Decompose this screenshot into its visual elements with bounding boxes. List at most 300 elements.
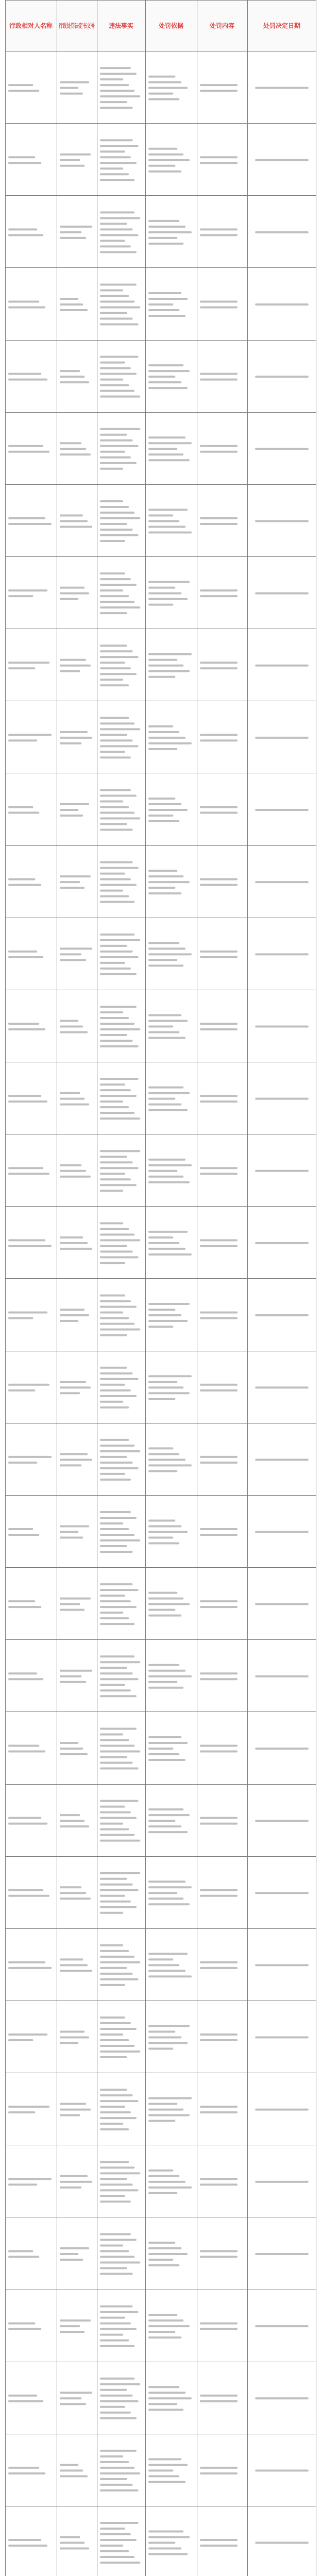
cell-text-placeholder bbox=[100, 1456, 127, 1458]
cell-text-placeholder bbox=[100, 139, 133, 141]
cell-text-placeholder bbox=[100, 1312, 123, 1314]
cell-text-placeholder bbox=[200, 1167, 238, 1169]
cell-text-placeholder bbox=[148, 2403, 177, 2405]
cell-text-placeholder bbox=[100, 1250, 133, 1252]
cell-text-placeholder bbox=[60, 2037, 89, 2039]
cell-text-placeholder bbox=[100, 362, 125, 364]
cell-text-placeholder bbox=[148, 1014, 181, 1016]
cell-text-placeholder bbox=[100, 806, 129, 808]
cell-text-placeholder bbox=[100, 2117, 137, 2119]
cell-text-placeholder bbox=[100, 2183, 133, 2185]
cell-text-placeholder bbox=[100, 1739, 129, 1741]
cell-text-placeholder bbox=[100, 1378, 139, 1380]
cell-text-placeholder bbox=[100, 2455, 123, 2458]
cell-text-placeholder bbox=[100, 956, 139, 958]
cell-text-placeholder bbox=[8, 1750, 45, 1752]
cell-text-placeholder bbox=[148, 1592, 177, 1594]
penalty-table bbox=[5, 0, 316, 2576]
cell-text-placeholder bbox=[100, 307, 140, 309]
cell-text-placeholder bbox=[60, 2325, 80, 2327]
cell-text-placeholder bbox=[8, 517, 45, 519]
cell-text-placeholder bbox=[60, 2397, 81, 2399]
cell-text-placeholder bbox=[100, 439, 133, 442]
cell-text-placeholder bbox=[148, 725, 173, 727]
cell-text-placeholder bbox=[255, 1892, 309, 1894]
cell-text-placeholder bbox=[148, 1104, 181, 1106]
cell-text-placeholder bbox=[60, 1526, 89, 1528]
cell-text-placeholder bbox=[148, 87, 188, 89]
cell-text-placeholder bbox=[8, 2250, 33, 2252]
cell-text-placeholder bbox=[60, 2319, 91, 2321]
cell-text-placeholder bbox=[100, 1040, 133, 1042]
cell-text-placeholder bbox=[60, 1753, 88, 1755]
cell-text-placeholder bbox=[60, 1031, 88, 1033]
cell-text-placeholder bbox=[100, 390, 134, 392]
cell-text-placeholder bbox=[148, 459, 190, 461]
cell-text-placeholder bbox=[148, 947, 185, 950]
cell-text-placeholder bbox=[255, 159, 309, 161]
cell-text-placeholder bbox=[60, 598, 78, 600]
cell-text-placeholder bbox=[148, 1753, 179, 1755]
cell-text-placeholder bbox=[148, 148, 177, 150]
cell-text-placeholder bbox=[148, 364, 183, 366]
cell-text-placeholder bbox=[60, 1531, 78, 1533]
cell-text-placeholder bbox=[148, 98, 179, 100]
cell-text-placeholder bbox=[100, 1684, 125, 1686]
cell-text-placeholder bbox=[100, 2166, 134, 2168]
cell-text-placeholder bbox=[148, 2120, 175, 2122]
cell-text-placeholder bbox=[148, 93, 173, 95]
cell-text-placeholder bbox=[100, 451, 125, 453]
cell-text-placeholder bbox=[148, 2181, 185, 2183]
cell-text-placeholder bbox=[200, 517, 238, 519]
cell-text-placeholder bbox=[148, 1025, 173, 1027]
cell-text-placeholder bbox=[60, 159, 80, 161]
header-party-name: 行政相对人名称 bbox=[9, 22, 53, 29]
cell-text-placeholder bbox=[100, 2039, 129, 2041]
cell-text-placeholder bbox=[100, 1901, 131, 1903]
cell-text-placeholder bbox=[148, 653, 192, 655]
cell-text-placeholder bbox=[8, 1389, 35, 1392]
cell-text-placeholder bbox=[100, 1450, 140, 1452]
cell-text-placeholder bbox=[8, 1606, 41, 1608]
cell-text-placeholder bbox=[148, 1253, 192, 1256]
cell-text-placeholder bbox=[100, 2200, 131, 2202]
cell-text-placeholder bbox=[60, 1537, 83, 1539]
cell-text-placeholder bbox=[148, 1603, 190, 1605]
cell-text-placeholder bbox=[8, 2111, 35, 2113]
cell-text-placeholder bbox=[60, 1970, 92, 1972]
cell-text-placeholder bbox=[8, 379, 47, 381]
cell-text-placeholder bbox=[100, 650, 133, 652]
cell-text-placeholder bbox=[148, 1447, 173, 1449]
cell-text-placeholder bbox=[100, 2340, 129, 2342]
cell-text-placeholder bbox=[148, 154, 183, 156]
cell-text-placeholder bbox=[8, 2400, 43, 2402]
cell-text-placeholder bbox=[200, 2395, 238, 2397]
cell-text-placeholder bbox=[8, 451, 49, 453]
cell-text-placeholder bbox=[200, 662, 238, 664]
cell-text-placeholder bbox=[200, 1095, 238, 1097]
cell-text-placeholder bbox=[100, 2261, 140, 2263]
cell-text-placeholder bbox=[100, 1912, 123, 1914]
cell-text-placeholder bbox=[148, 1670, 185, 1672]
cell-text-placeholder bbox=[8, 90, 39, 92]
cell-text-placeholder bbox=[148, 1808, 183, 1810]
cell-text-placeholder bbox=[60, 737, 92, 739]
cell-text-placeholder bbox=[8, 595, 33, 597]
cell-text-placeholder bbox=[100, 73, 137, 75]
cell-text-placeholder bbox=[100, 2328, 137, 2330]
cell-text-placeholder bbox=[100, 1233, 134, 1235]
cell-text-placeholder bbox=[60, 2114, 80, 2116]
cell-text-placeholder bbox=[100, 2378, 134, 2380]
cell-text-placeholder bbox=[100, 1190, 123, 1192]
cell-text-placeholder bbox=[148, 2392, 185, 2394]
cell-text-placeholder bbox=[100, 2472, 140, 2475]
cell-text-placeholder bbox=[200, 2033, 238, 2036]
cell-text-placeholder bbox=[100, 2045, 134, 2047]
cell-text-placeholder bbox=[100, 1300, 131, 1302]
cell-text-placeholder bbox=[100, 2528, 125, 2530]
cell-text-placeholder bbox=[255, 809, 309, 811]
cell-text-placeholder bbox=[100, 1323, 134, 1325]
cell-text-placeholder bbox=[200, 1245, 238, 1247]
cell-text-placeholder bbox=[200, 301, 238, 303]
cell-text-placeholder bbox=[60, 670, 80, 672]
cell-text-placeholder bbox=[100, 2345, 134, 2347]
cell-text-placeholder bbox=[100, 217, 140, 219]
cell-text-placeholder bbox=[100, 1078, 139, 1080]
cell-text-placeholder bbox=[60, 2331, 84, 2333]
cell-text-placeholder bbox=[100, 1095, 137, 1097]
cell-text-placeholder bbox=[148, 531, 192, 533]
cell-text-placeholder bbox=[200, 1823, 238, 1825]
cell-text-placeholder bbox=[148, 2469, 173, 2471]
cell-text-placeholder bbox=[200, 451, 238, 453]
cell-text-placeholder bbox=[148, 2025, 190, 2027]
cell-text-placeholder bbox=[100, 939, 140, 941]
cell-text-placeholder bbox=[60, 1897, 91, 1900]
cell-text-placeholder bbox=[148, 1309, 175, 1311]
cell-text-placeholder bbox=[8, 2183, 37, 2185]
cell-text-placeholder bbox=[100, 1878, 127, 1880]
cell-text-placeholder bbox=[100, 1961, 140, 1963]
cell-text-placeholder bbox=[100, 2050, 140, 2053]
header-legal-basis: 处罚依据 bbox=[158, 22, 184, 29]
cell-text-placeholder bbox=[100, 1184, 137, 1186]
cell-text-placeholder bbox=[100, 818, 140, 820]
cell-text-placeholder bbox=[148, 2531, 183, 2533]
cell-text-placeholder bbox=[8, 373, 41, 375]
cell-text-placeholder bbox=[100, 1655, 134, 1657]
cell-text-placeholder bbox=[100, 1767, 139, 1769]
cell-text-placeholder bbox=[255, 231, 309, 233]
cell-text-placeholder bbox=[148, 243, 183, 245]
cell-text-placeholder bbox=[255, 881, 309, 883]
cell-text-placeholder bbox=[8, 806, 33, 808]
cell-text-placeholder bbox=[100, 679, 123, 681]
cell-text-placeholder bbox=[148, 2336, 181, 2338]
cell-text-placeholder bbox=[100, 367, 131, 369]
cell-text-placeholder bbox=[100, 572, 125, 574]
cell-text-placeholder bbox=[100, 2016, 125, 2019]
cell-text-placeholder bbox=[60, 592, 89, 595]
cell-text-placeholder bbox=[255, 2542, 309, 2544]
cell-text-placeholder bbox=[100, 211, 134, 213]
cell-text-placeholder bbox=[8, 1456, 52, 1458]
cell-text-placeholder bbox=[148, 1598, 183, 1600]
cell-text-placeholder bbox=[100, 1800, 139, 1802]
cell-text-placeholder bbox=[8, 1245, 52, 1247]
cell-text-placeholder bbox=[100, 2395, 133, 2397]
cell-text-placeholder bbox=[60, 659, 86, 661]
cell-text-placeholder bbox=[60, 1748, 83, 1750]
cell-text-placeholder bbox=[200, 234, 238, 236]
cell-text-placeholder bbox=[100, 173, 129, 175]
cell-text-placeholder bbox=[100, 2273, 133, 2275]
cell-text-placeholder bbox=[60, 665, 91, 667]
cell-text-placeholder bbox=[60, 1025, 83, 1027]
cell-text-placeholder bbox=[148, 1664, 179, 1666]
cell-text-placeholder bbox=[148, 2031, 175, 2033]
cell-text-placeholder bbox=[100, 1222, 123, 1224]
cell-text-placeholder bbox=[148, 370, 190, 372]
cell-text-placeholder bbox=[100, 167, 123, 170]
cell-text-placeholder bbox=[100, 2556, 134, 2558]
cell-text-placeholder bbox=[200, 373, 238, 375]
cell-text-placeholder bbox=[148, 870, 177, 872]
cell-text-placeholder bbox=[148, 1381, 177, 1383]
cell-text-placeholder bbox=[100, 1984, 125, 1986]
cell-text-placeholder bbox=[8, 84, 33, 86]
cell-text-placeholder bbox=[60, 1892, 86, 1894]
cell-text-placeholder bbox=[100, 67, 131, 69]
cell-text-placeholder bbox=[8, 956, 43, 958]
cell-text-placeholder bbox=[60, 1242, 88, 1244]
cell-text-placeholder bbox=[100, 1106, 129, 1108]
cell-text-placeholder bbox=[100, 1600, 131, 1602]
cell-text-placeholder bbox=[200, 1961, 238, 1963]
cell-text-placeholder bbox=[148, 1464, 192, 1466]
cell-text-placeholder bbox=[100, 1528, 129, 1530]
cell-text-placeholder bbox=[148, 2242, 175, 2244]
cell-text-placeholder bbox=[100, 1173, 125, 1175]
cell-text-placeholder bbox=[100, 2389, 127, 2391]
cell-text-placeholder bbox=[100, 1811, 131, 1814]
cell-text-placeholder bbox=[60, 1236, 83, 1239]
cell-text-placeholder bbox=[60, 2542, 84, 2544]
cell-text-placeholder bbox=[8, 2178, 52, 2180]
cell-text-placeholder bbox=[60, 231, 81, 233]
cell-text-placeholder bbox=[100, 1112, 134, 1114]
cell-text-placeholder bbox=[255, 1748, 309, 1750]
cell-text-placeholder bbox=[100, 1406, 129, 1409]
cell-text-placeholder bbox=[100, 973, 137, 975]
cell-text-placeholder bbox=[60, 226, 92, 228]
cell-text-placeholder bbox=[100, 101, 127, 103]
cell-text-placeholder bbox=[148, 2319, 183, 2321]
cell-text-placeholder bbox=[148, 581, 190, 583]
cell-text-placeholder bbox=[100, 901, 134, 903]
cell-text-placeholder bbox=[255, 87, 309, 89]
cell-text-placeholder bbox=[148, 1825, 181, 1827]
cell-text-placeholder bbox=[200, 1028, 238, 1030]
cell-text-placeholder bbox=[100, 1045, 139, 1047]
cell-text-placeholder bbox=[148, 1964, 179, 1966]
cell-text-placeholder bbox=[100, 739, 133, 741]
cell-text-placeholder bbox=[100, 2461, 129, 2463]
cell-text-placeholder bbox=[200, 1672, 238, 1674]
cell-text-placeholder bbox=[148, 520, 179, 522]
cell-text-placeholder bbox=[100, 95, 140, 97]
cell-text-placeholder bbox=[148, 1897, 183, 1900]
cell-text-placeholder bbox=[100, 673, 137, 675]
cell-text-placeholder bbox=[60, 887, 84, 889]
cell-text-placeholder bbox=[255, 1025, 309, 1027]
cell-text-placeholder bbox=[100, 2562, 140, 2564]
cell-text-placeholder bbox=[148, 76, 175, 78]
cell-text-placeholder bbox=[100, 612, 127, 614]
header-violation-facts: 违法事实 bbox=[108, 22, 134, 29]
cell-text-placeholder bbox=[100, 2400, 139, 2402]
cell-text-placeholder bbox=[200, 1889, 238, 1891]
cell-text-placeholder bbox=[100, 1522, 123, 1524]
cell-text-placeholder bbox=[100, 223, 127, 225]
cell-text-placeholder bbox=[100, 1389, 131, 1392]
cell-text-placeholder bbox=[100, 823, 127, 825]
cell-text-placeholder bbox=[8, 1967, 52, 1969]
cell-text-placeholder bbox=[100, 1117, 140, 1120]
cell-text-placeholder bbox=[100, 1334, 127, 1336]
cell-text-placeholder bbox=[8, 589, 47, 591]
cell-text-placeholder bbox=[100, 150, 125, 152]
cell-text-placeholder bbox=[60, 803, 89, 805]
cell-text-placeholder bbox=[100, 1583, 133, 1585]
cell-text-placeholder bbox=[100, 2123, 123, 2125]
cell-text-placeholder bbox=[148, 2247, 181, 2249]
cell-text-placeholder bbox=[148, 442, 192, 444]
cell-text-placeholder bbox=[8, 1312, 47, 1314]
cell-text-placeholder bbox=[148, 959, 177, 961]
cell-text-placeholder bbox=[148, 1098, 175, 1100]
cell-text-placeholder bbox=[255, 520, 309, 522]
cell-text-placeholder bbox=[8, 2033, 47, 2036]
cell-text-placeholder bbox=[100, 2383, 140, 2385]
cell-text-placeholder bbox=[148, 1609, 175, 1611]
cell-text-placeholder bbox=[100, 1401, 123, 1403]
cell-text-placeholder bbox=[255, 1459, 309, 1461]
cell-text-placeholder bbox=[148, 809, 188, 811]
cell-text-placeholder bbox=[60, 520, 88, 522]
cell-text-placeholder bbox=[200, 1312, 238, 1314]
cell-text-placeholder bbox=[8, 878, 35, 880]
cell-text-placeholder bbox=[8, 2545, 47, 2547]
cell-text-placeholder bbox=[200, 734, 238, 736]
cell-text-placeholder bbox=[100, 1978, 139, 1980]
cell-text-placeholder bbox=[200, 1678, 238, 1680]
cell-text-placeholder bbox=[60, 2536, 80, 2538]
cell-text-placeholder bbox=[100, 1973, 133, 1975]
cell-text-placeholder bbox=[100, 1551, 133, 1553]
cell-text-placeholder bbox=[100, 384, 129, 386]
cell-text-placeholder bbox=[148, 604, 173, 606]
cell-text-placeholder bbox=[148, 1398, 175, 1400]
cell-text-placeholder bbox=[100, 312, 127, 314]
cell-text-placeholder bbox=[60, 1176, 91, 1178]
cell-text-placeholder bbox=[148, 448, 177, 450]
cell-text-placeholder bbox=[148, 387, 188, 389]
cell-text-placeholder bbox=[148, 798, 175, 800]
cell-text-placeholder bbox=[200, 2545, 238, 2547]
cell-text-placeholder bbox=[100, 2323, 131, 2325]
cell-text-placeholder bbox=[100, 606, 140, 608]
cell-text-placeholder bbox=[200, 228, 238, 230]
cell-text-placeholder bbox=[60, 2464, 78, 2466]
cell-text-placeholder bbox=[100, 829, 133, 831]
cell-text-placeholder bbox=[200, 1239, 238, 1241]
cell-text-placeholder bbox=[100, 290, 123, 292]
cell-text-placeholder bbox=[148, 1958, 173, 1960]
cell-text-placeholder bbox=[100, 1167, 139, 1169]
cell-text-placeholder bbox=[60, 742, 81, 744]
cell-text-placeholder bbox=[60, 1020, 78, 1022]
cell-text-placeholder bbox=[8, 1167, 43, 1169]
cell-text-placeholder bbox=[200, 595, 238, 597]
cell-text-placeholder bbox=[100, 1539, 140, 1541]
cell-text-placeholder bbox=[100, 667, 131, 669]
cell-text-placeholder bbox=[100, 2539, 137, 2541]
cell-text-placeholder bbox=[148, 1892, 177, 1894]
cell-text-placeholder bbox=[255, 2037, 309, 2039]
cell-text-placeholder bbox=[148, 1975, 192, 1977]
cell-text-placeholder bbox=[100, 318, 133, 320]
cell-text-placeholder bbox=[100, 295, 129, 297]
cell-text-placeholder bbox=[148, 659, 177, 661]
cell-text-placeholder bbox=[100, 861, 133, 863]
cell-text-placeholder bbox=[100, 1161, 133, 1163]
cell-text-placeholder bbox=[148, 2542, 175, 2544]
cell-text-placeholder bbox=[8, 156, 35, 158]
cell-text-placeholder bbox=[148, 1031, 179, 1033]
cell-text-placeholder bbox=[60, 2109, 91, 2111]
cell-text-placeholder bbox=[200, 156, 238, 158]
cell-text-placeholder bbox=[255, 1314, 309, 1316]
cell-text-placeholder bbox=[200, 162, 238, 164]
cell-text-placeholder bbox=[200, 2111, 238, 2113]
cell-text-placeholder bbox=[100, 529, 133, 531]
cell-text-placeholder bbox=[100, 2056, 127, 2058]
cell-text-placeholder bbox=[100, 534, 139, 536]
cell-text-placeholder bbox=[100, 789, 131, 791]
cell-text-placeholder bbox=[100, 179, 134, 181]
cell-text-placeholder bbox=[148, 1543, 179, 1545]
cell-text-placeholder bbox=[100, 962, 125, 964]
cell-text-placeholder bbox=[148, 2409, 183, 2411]
cell-text-placeholder bbox=[60, 587, 84, 589]
cell-text-placeholder bbox=[60, 1381, 86, 1383]
cell-text-placeholder bbox=[200, 2539, 238, 2541]
cell-text-placeholder bbox=[100, 2239, 137, 2241]
cell-text-placeholder bbox=[148, 514, 173, 516]
cell-text-placeholder bbox=[60, 1170, 86, 1172]
cell-text-placeholder bbox=[100, 468, 123, 470]
cell-text-placeholder bbox=[60, 1309, 84, 1311]
cell-text-placeholder bbox=[148, 1326, 173, 1328]
cell-text-placeholder bbox=[148, 748, 177, 750]
cell-text-placeholder bbox=[200, 1317, 238, 1319]
cell-text-placeholder bbox=[8, 1895, 49, 1897]
